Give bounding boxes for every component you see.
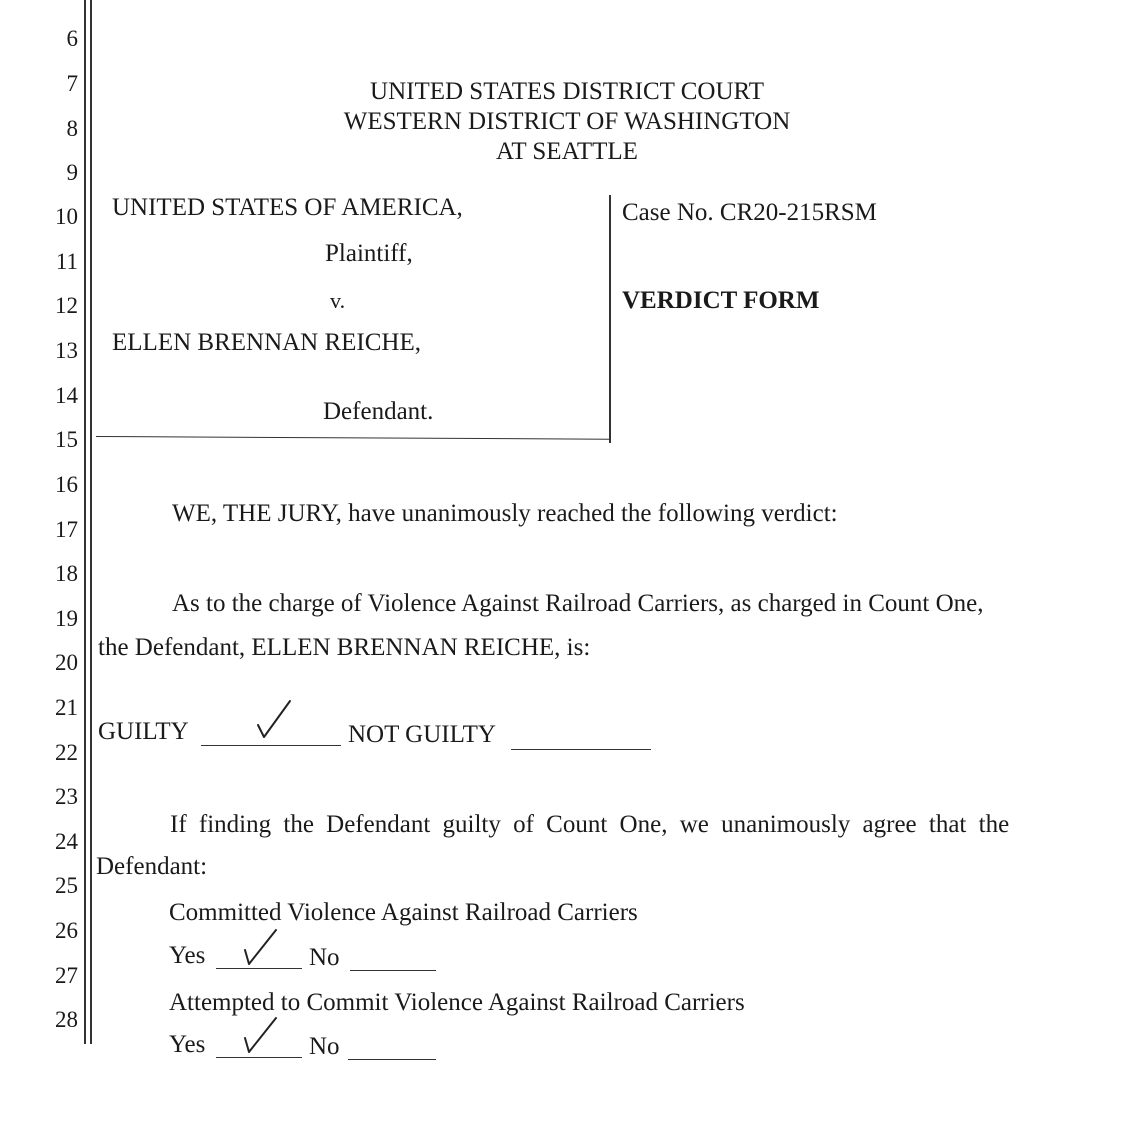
line-number: 14 (55, 383, 78, 408)
line-number: 20 (55, 650, 78, 675)
defendant-label: Defendant. (323, 398, 434, 425)
line-number: 9 (66, 160, 78, 185)
plaintiff-label: Plaintiff, (325, 240, 413, 267)
finding-text-continued: Defendant: (96, 853, 208, 880)
option-attempted-label: Attempted to Commit Violence Against Railroad Carriers (169, 989, 745, 1016)
line-number: 24 (55, 829, 78, 854)
option-attempted-no-label: No (309, 1033, 340, 1060)
jury-statement: WE, THE JURY, have unanimously reached the following verdict: (172, 500, 838, 527)
line-number: 26 (55, 918, 78, 943)
line-number: 21 (55, 695, 78, 720)
option-attempted-yes-label: Yes (169, 1031, 206, 1058)
line-number: 18 (55, 561, 78, 586)
line-number: 11 (55, 249, 78, 274)
caption-divider (609, 195, 611, 443)
guilty-blank[interactable] (201, 745, 341, 746)
court-district: WESTERN DISTRICT OF WASHINGTON (343, 108, 791, 135)
checkmark-icon (240, 1014, 282, 1056)
guilty-label: GUILTY (98, 718, 189, 745)
line-number: 15 (55, 427, 78, 452)
plaintiff-name: UNITED STATES OF AMERICA, (112, 194, 463, 221)
checkmark-icon (240, 926, 282, 968)
option-committed-no-blank[interactable] (350, 970, 436, 971)
charge-text-continued: the Defendant, ELLEN BRENNAN REICHE, is: (98, 634, 591, 661)
option-attempted-no-blank[interactable] (348, 1059, 436, 1060)
charge-text: As to the charge of Violence Against Railroad Carriers, as charged in Count One, (172, 590, 984, 617)
court-name: UNITED STATES DISTRICT COURT (370, 78, 764, 105)
line-number: 16 (55, 472, 78, 497)
caption-underline (96, 436, 610, 440)
option-attempted-yes-blank[interactable] (216, 1057, 302, 1058)
line-number: 10 (55, 204, 78, 229)
option-committed-no-label: No (309, 944, 340, 971)
line-number: 12 (55, 293, 78, 318)
option-committed-label: Committed Violence Against Railroad Carriers (169, 899, 638, 926)
not-guilty-label: NOT GUILTY (348, 721, 496, 748)
line-number: 23 (55, 784, 78, 809)
line-number: 19 (55, 606, 78, 631)
finding-text: If finding the Defendant guilty of Count One, we unanimously agree that the (170, 811, 1010, 838)
line-number: 28 (55, 1007, 78, 1032)
line-number: 13 (55, 338, 78, 363)
line-number: 6 (66, 26, 78, 51)
line-number: 27 (55, 963, 78, 988)
not-guilty-blank[interactable] (511, 749, 651, 750)
line-number: 7 (66, 71, 78, 96)
defendant-name: ELLEN BRENNAN REICHE, (112, 329, 421, 356)
line-number: 22 (55, 740, 78, 765)
option-committed-yes-label: Yes (169, 942, 206, 969)
case-number: Case No. CR20-215RSM (622, 199, 877, 226)
line-number: 17 (55, 517, 78, 542)
court-location: AT SEATTLE (496, 138, 638, 165)
line-number: 25 (55, 873, 78, 898)
option-committed-yes-blank[interactable] (216, 968, 302, 969)
document-title: VERDICT FORM (622, 287, 820, 314)
line-number: 8 (66, 116, 78, 141)
checkmark-icon (252, 697, 296, 743)
versus: v. (330, 288, 346, 313)
